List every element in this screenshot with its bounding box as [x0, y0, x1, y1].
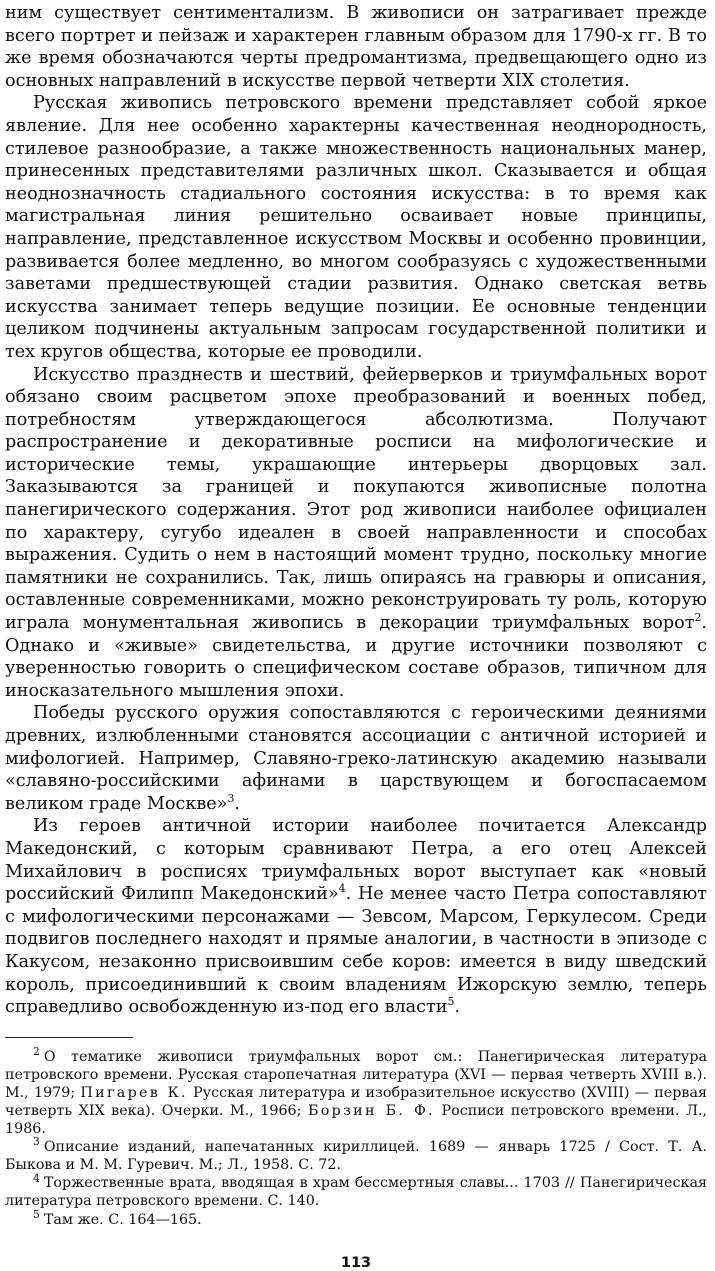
paragraph-1: ним существует сентиментализм. В живописи он затрагивает прежде всего портрет и пейзаж и характерен главным образом для 1790-х гг. В то же время обозначаются черты предромантизма, предвещающего одно из основных направлений в искусстве первой четверти XIX столетия.: [5, 3, 707, 91]
paragraph-4: Победы русского оружия сопоставляются с героическими деяниями древних, излюбленными становятся ассоциации с античной историей и мифологией. Например, Славяно-греко-латинскую академию называли «славяно-российскими афинами в царствующем и богоспасаемом великом граде Москве»$^3$.: [5, 703, 707, 814]
footnote-5: $^5$ Там же. С. 164—165.: [33, 1207, 202, 1228]
footnote-ref-4[interactable]: 4: [338, 882, 346, 896]
footnotes: [5, 1044, 707, 1229]
footnote-author: Пигарев К.: [80, 1084, 188, 1101]
main-text: [5, 2, 707, 1019]
paragraph-2: Русская живопись петровского времени представляет собой яркое явление. Для нее особенно характерны качественная неоднородность, стилевое разнообразие, а также множественность национальных манер, принесенных представителями различных школ. Сказывается и общая неоднозначность стадиального состояния искусства: в то время как магистральная линия решительно осваивает новые принципы, направление, представленное искусством Москвы и особенно провинции, развивается более медленно, во многом сообразуясь с художественными заветами предшествующей стадии развития. Однако светская ветвь искусства занимает теперь ведущие позиции. Ее основные тенденции целиком подчинены актуальным запросам государственной политики и тех кругов общества, которые ее проводили.: [5, 93, 707, 362]
page-number: 113: [340, 1254, 372, 1271]
footnote-ref-2[interactable]: 2: [694, 611, 702, 625]
footnote-3: $^3$ Описание изданий, напечатанных кириллицей. 1689 — январь 1725 / Сост. Т. А. Быкова и М. М. Гуревич. М.; Л., 1958. С. 72.: [5, 1135, 707, 1174]
footnote-2: $^2$ О тематике живописи триумфальных ворот см.: Панегирическая литература петровского времени. Русская старопечатная литература (XVI — первая четверть XVIII в.). М., 1979; Пигарев К. Русская литература и изобразительное искусство (XVIII) — первая четверть XIX века). Очерки. М., 1966; Борзин Б. Ф. Росписи петровского времени. Л., 1986.: [5, 1044, 707, 1138]
footnote-author: Борзин Б. Ф.: [307, 1103, 435, 1119]
footnote-ref-5[interactable]: 5: [447, 995, 455, 1009]
footnote-4: $^4$ Торжественные врата, вводящая в храм бессмертныя славы... 1703 // Панегирическая литература петровского времени. С. 140.: [5, 1171, 707, 1210]
paragraph-3: Искусство празднеств и шествий, фейерверков и триумфальных ворот обязано своим расцветом эпохе преобразований и военных побед, потребностям утверждающегося абсолютизма. Получают распространение и декоративные росписи на мифологические и исторические темы, украшающие интерьеры дворцовых зал. Заказываются за границей и покупаются живописные полотна панегирического содержания. Этот род живописи наиболее официален по характеру, сугубо идеален в своей направленности и способах выражения. Судить о нем в настоящий момент трудно, поскольку многие памятники не сохранились. Так, лишь опираясь на гравюры и описания, оставленные современниками, можно реконструировать ту роль, которую играла монументальная живопись в декорации триумфальных ворот$^2$. Однако и «живые» свидетельства, и другие источники позволяют с уверенностью говорить о специфическом составе образов, типичном для иносказательного мышления эпохи.: [5, 364, 707, 701]
paragraph-5: Из героев античной истории наиболее почитается Александр Македонский, с которым сравнивают Петра, а его отец Алексей Михайлович в росписях триумфальных ворот выступает как «новый российский Филипп Македонский»$^4$. Не менее часто Петра сопоставляют с мифологическими персонажами — Зевсом, Марсом, Геркулесом. Среди подвигов последнего находят и прямые аналогии, в частности в эпизоде с Какусом, незаконно присвоившим себе коров: имеется в виду шведский король, присоединивший к своим владениям Ижорскую землю, теперь справедливо освобожденную из-под его власти$^5$.: [5, 816, 707, 1018]
footnote-divider: [5, 1037, 133, 1038]
footnote-ref-3[interactable]: 3: [227, 791, 235, 805]
